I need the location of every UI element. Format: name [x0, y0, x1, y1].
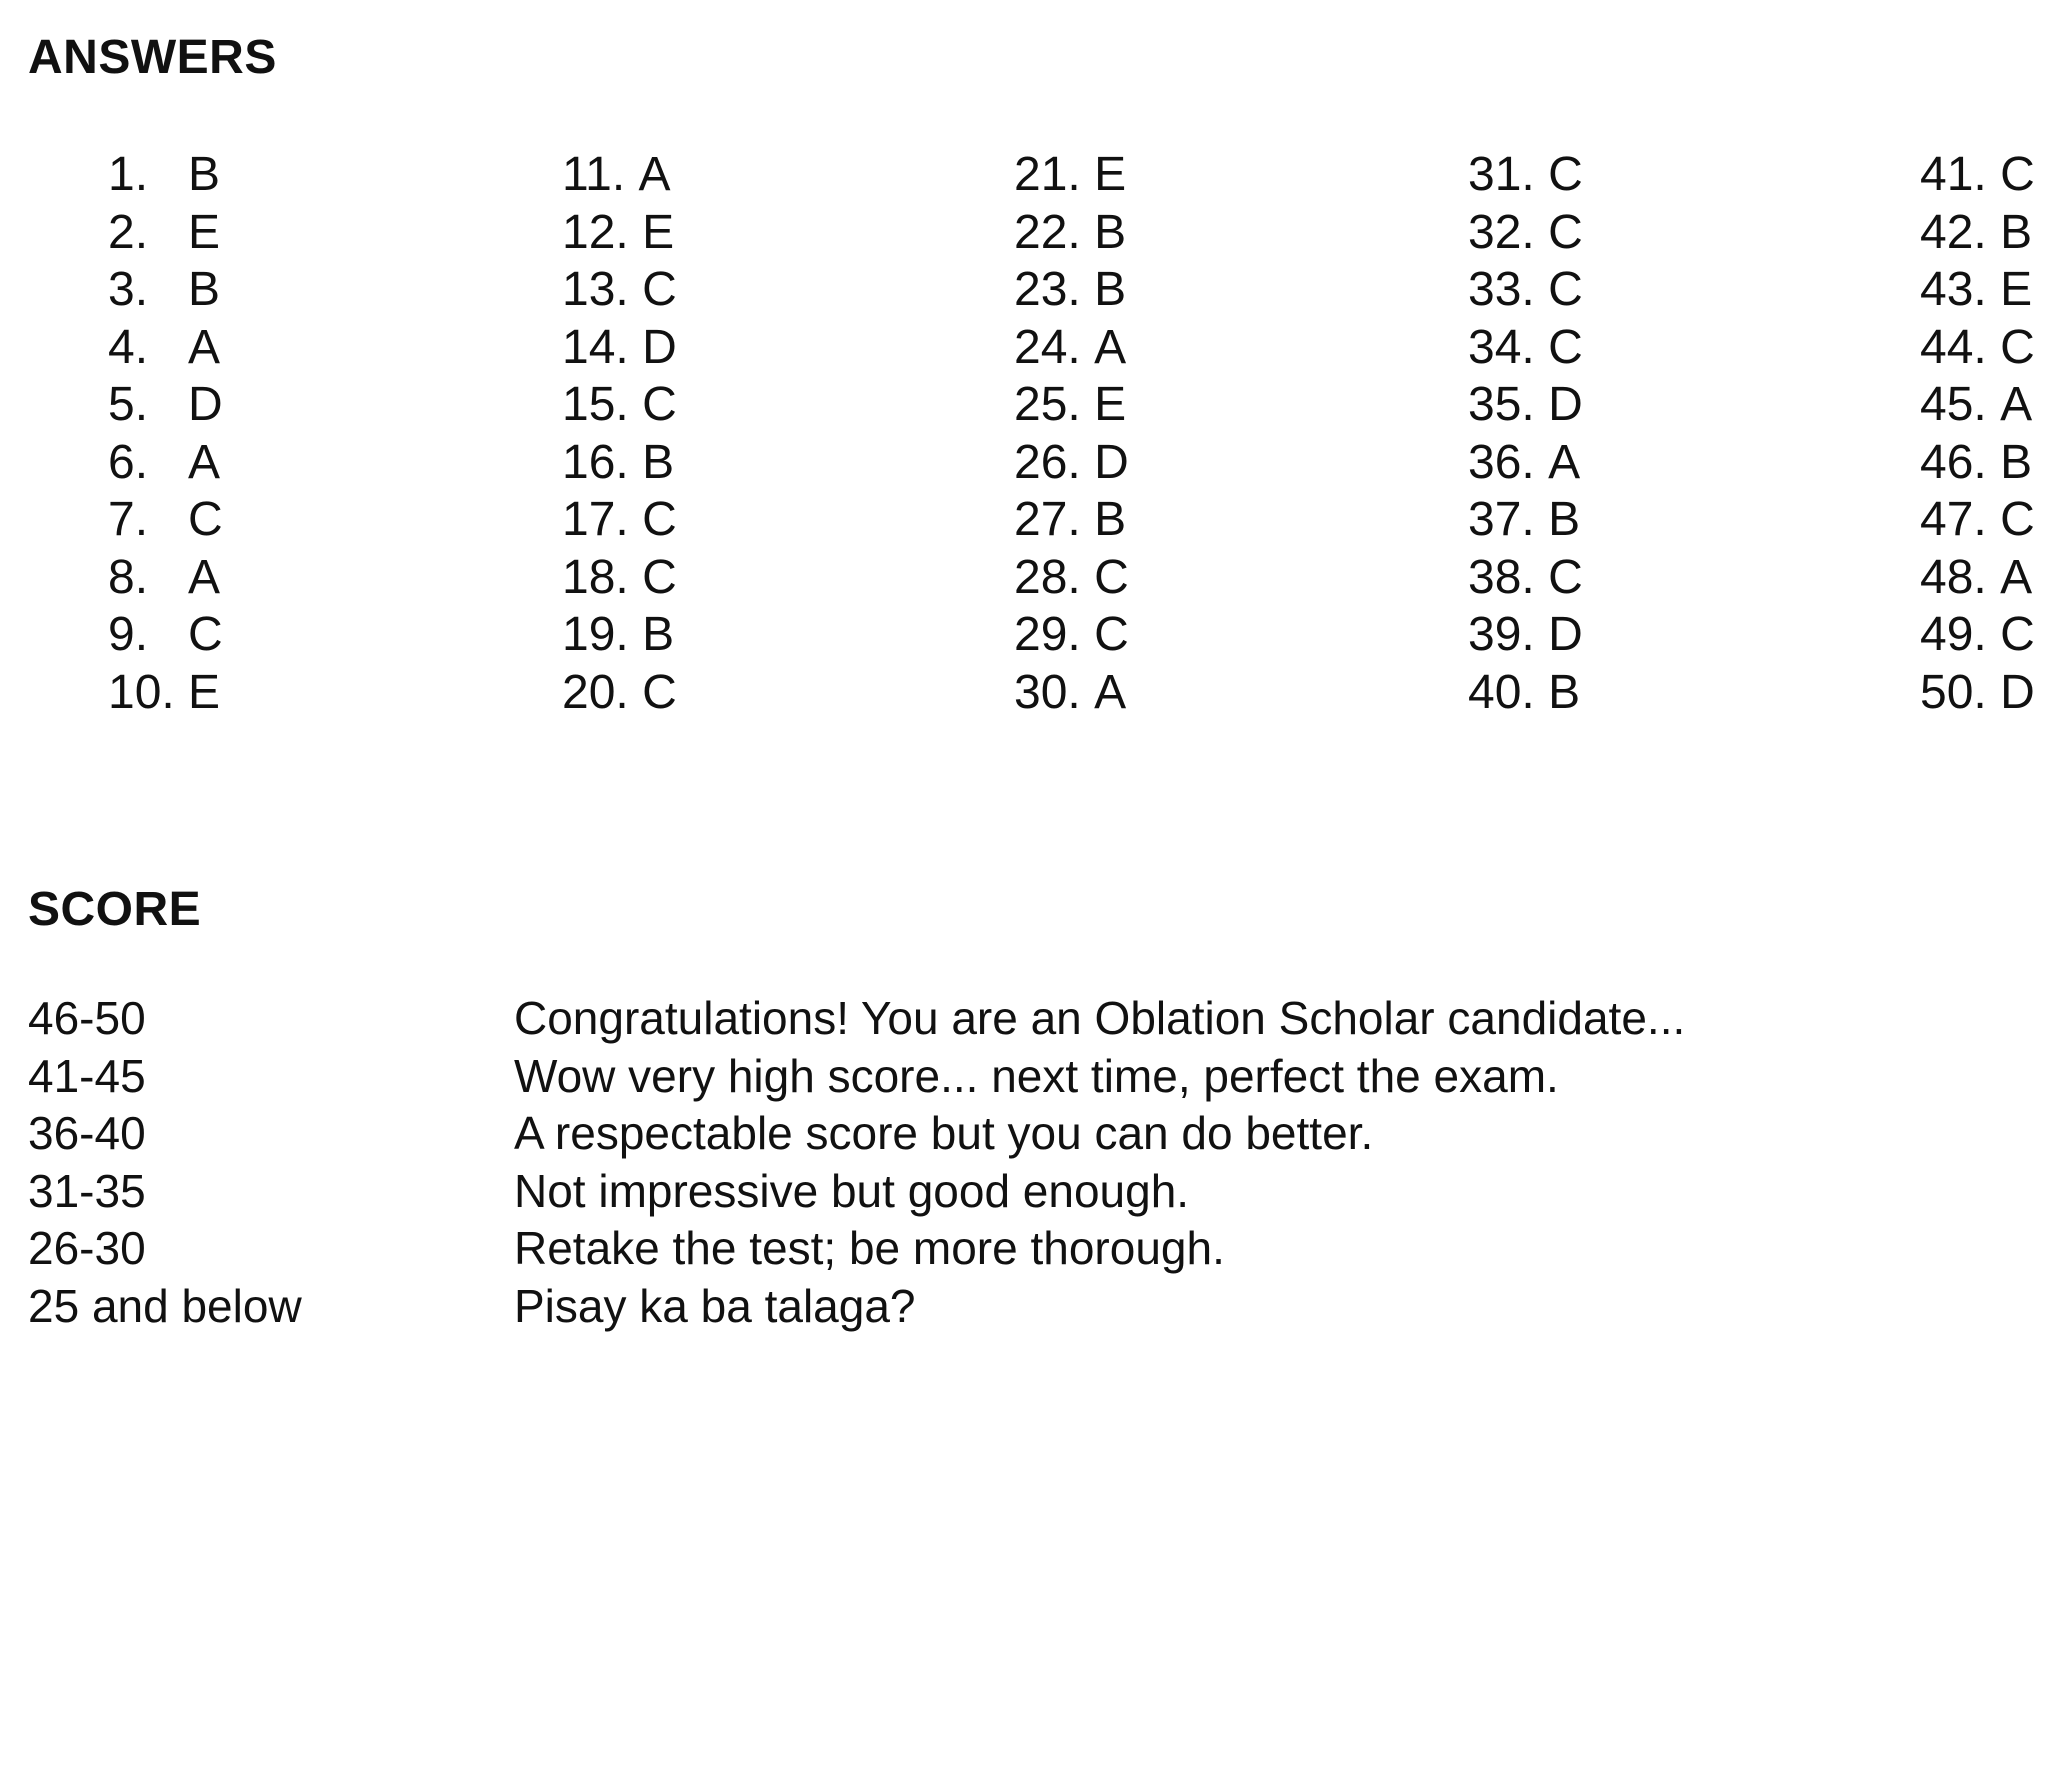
answer-number: 23.	[1014, 263, 1081, 316]
answers-column-2	[562, 146, 677, 721]
score-row	[28, 990, 1685, 1048]
answer-item	[1468, 434, 1583, 492]
answer-item	[1920, 204, 2035, 262]
answer-item	[1468, 376, 1583, 434]
answer-item	[1014, 664, 1129, 722]
answer-letter: B	[1548, 665, 1581, 719]
answer-letter: C	[188, 493, 223, 546]
answer-number: 49.	[1920, 608, 1987, 661]
answer-item	[562, 606, 677, 664]
answer-number: 13.	[562, 263, 629, 316]
score-row	[28, 1163, 1685, 1221]
answer-number: 8.	[108, 550, 149, 604]
answer-item	[108, 606, 223, 664]
answer-letter: A	[1094, 320, 1127, 374]
answer-number: 15.	[562, 378, 629, 431]
answer-item	[1468, 606, 1583, 664]
answer-letter: C	[2000, 320, 2035, 374]
answer-letter: A	[188, 435, 221, 489]
answer-number: 10.	[108, 665, 175, 719]
answer-item	[108, 146, 223, 204]
answer-letter: C	[642, 263, 677, 316]
answer-item	[1468, 319, 1583, 377]
answer-letter: E	[1094, 148, 1127, 201]
answer-item	[1468, 146, 1583, 204]
answer-number: 14.	[562, 320, 629, 374]
answer-number: 3.	[108, 263, 149, 316]
score-message: Pisay ka ba talaga?	[514, 1279, 916, 1332]
score-message: Not impressive but good enough.	[514, 1164, 1190, 1217]
answer-item	[1468, 664, 1583, 722]
score-range: 46-50	[28, 992, 146, 1044]
answer-number: 27.	[1014, 493, 1081, 546]
answer-item	[1014, 606, 1129, 664]
answer-letter: C	[642, 378, 677, 431]
answer-letter: E	[642, 205, 675, 259]
answer-number: 1.	[108, 148, 149, 201]
answers-column-3	[1014, 146, 1129, 721]
answer-letter: B	[2000, 435, 2033, 489]
answer-letter: E	[188, 665, 221, 719]
answer-letter: C	[1094, 550, 1129, 604]
answer-number: 43.	[1920, 263, 1987, 316]
answer-letter: E	[1094, 378, 1127, 431]
answer-item	[1014, 319, 1129, 377]
score-range: 26-30	[28, 1222, 146, 1274]
answer-item	[108, 261, 223, 319]
score-row	[28, 1105, 1685, 1163]
answer-number: 25.	[1014, 378, 1081, 431]
answer-letter: A	[2000, 550, 2033, 604]
answer-item	[562, 376, 677, 434]
answer-item	[1468, 204, 1583, 262]
answer-number: 2.	[108, 205, 149, 259]
answer-item	[1920, 664, 2035, 722]
answer-item	[562, 549, 677, 607]
answer-letter: D	[642, 320, 677, 374]
answer-item	[562, 261, 677, 319]
score-table	[28, 990, 1685, 1335]
answer-item	[1920, 376, 2035, 434]
answer-item	[1468, 549, 1583, 607]
answer-number: 41.	[1920, 148, 1987, 201]
answer-letter: A	[188, 550, 221, 604]
answer-letter: C	[1548, 263, 1583, 316]
answer-number: 38.	[1468, 550, 1535, 604]
answer-number: 7.	[108, 493, 149, 546]
answer-letter: C	[642, 493, 677, 546]
answers-column-1	[108, 146, 223, 721]
answer-letter: B	[1094, 493, 1127, 546]
answer-number: 48.	[1920, 550, 1987, 604]
answer-letter: D	[1094, 435, 1129, 489]
answer-item	[562, 434, 677, 492]
score-range: 25 and below	[28, 1279, 302, 1332]
answer-letter: E	[188, 205, 221, 259]
answer-letter: C	[1094, 608, 1129, 661]
answer-letter: D	[2000, 665, 2035, 719]
answer-number: 36.	[1468, 435, 1535, 489]
answer-number: 21.	[1014, 148, 1081, 201]
answer-letter: A	[2000, 378, 2033, 431]
answer-number: 46.	[1920, 435, 1987, 489]
score-range: 31-35	[28, 1164, 146, 1217]
answer-item	[1920, 549, 2035, 607]
answer-item	[1468, 261, 1583, 319]
answer-number: 39.	[1468, 608, 1535, 661]
answer-item	[108, 549, 223, 607]
answer-item	[108, 376, 223, 434]
answer-letter: B	[642, 608, 675, 661]
answer-letter: D	[1548, 378, 1583, 431]
score-row	[28, 1278, 1685, 1336]
answer-item	[108, 664, 223, 722]
answer-number: 20.	[562, 665, 629, 719]
answer-number: 31.	[1468, 148, 1535, 201]
answer-letter: C	[2000, 493, 2035, 546]
answer-item	[108, 204, 223, 262]
answer-item	[1920, 319, 2035, 377]
answer-letter: B	[188, 263, 221, 316]
answer-item	[562, 204, 677, 262]
answer-number: 16.	[562, 435, 629, 489]
score-message: Retake the test; be more thorough.	[514, 1222, 1225, 1274]
answer-item	[1468, 491, 1583, 549]
answer-number: 47.	[1920, 493, 1987, 546]
answer-item	[1920, 606, 2035, 664]
answer-number: 34.	[1468, 320, 1535, 374]
answer-item	[1014, 491, 1129, 549]
answer-number: 24.	[1014, 320, 1081, 374]
answer-number: 17.	[562, 493, 629, 546]
answer-number: 32.	[1468, 205, 1535, 259]
answer-number: 35.	[1468, 378, 1535, 431]
score-message: A respectable score but you can do better.	[514, 1107, 1374, 1159]
answer-letter: D	[188, 378, 223, 431]
answer-letter: C	[1548, 320, 1583, 374]
answer-item	[1014, 549, 1129, 607]
answer-letter: C	[2000, 608, 2035, 661]
answer-letter: C	[188, 608, 223, 661]
answer-item	[1014, 434, 1129, 492]
answer-letter: A	[638, 148, 671, 201]
answer-item	[1014, 146, 1129, 204]
answer-item	[562, 319, 677, 377]
answer-letter: C	[1548, 205, 1583, 259]
answer-letter: C	[642, 665, 677, 719]
answer-number: 19.	[562, 608, 629, 661]
answer-number: 18.	[562, 550, 629, 604]
answer-letter: E	[2000, 263, 2033, 316]
answer-letter: C	[642, 550, 677, 604]
answer-item	[562, 664, 677, 722]
answer-item	[1014, 261, 1129, 319]
answer-number: 45.	[1920, 378, 1987, 431]
score-range: 36-40	[28, 1107, 146, 1159]
answer-item	[562, 491, 677, 549]
answers-heading: ANSWERS	[28, 31, 277, 84]
answer-item	[1920, 146, 2035, 204]
answer-number: 30.	[1014, 665, 1081, 719]
answer-item	[562, 146, 677, 204]
answer-letter: B	[1548, 493, 1581, 546]
answer-item	[1014, 204, 1129, 262]
answer-item	[1920, 261, 2035, 319]
answer-letter: A	[1094, 665, 1127, 719]
answer-number: 33.	[1468, 263, 1535, 316]
answer-number: 4.	[108, 320, 149, 374]
answer-letter: B	[188, 148, 221, 201]
answer-letter: B	[1094, 263, 1127, 316]
answer-number: 37.	[1468, 493, 1535, 546]
answer-item	[108, 319, 223, 377]
answer-number: 12.	[562, 205, 629, 259]
answer-letter: B	[2000, 205, 2033, 259]
score-row	[28, 1220, 1685, 1278]
answer-item	[1920, 434, 2035, 492]
score-row	[28, 1048, 1685, 1106]
answer-item	[108, 434, 223, 492]
answer-letter: C	[1548, 148, 1583, 201]
answer-number: 40.	[1468, 665, 1535, 719]
answers-column-5	[1920, 146, 2035, 721]
answer-number: 42.	[1920, 205, 1987, 259]
score-message: Congratulations! You are an Oblation Scholar candidate...	[514, 992, 1686, 1044]
score-range: 41-45	[28, 1049, 146, 1102]
answer-letter: C	[2000, 148, 2035, 201]
answer-number: 5.	[108, 378, 149, 431]
score-heading: SCORE	[28, 883, 202, 936]
answer-number: 29.	[1014, 608, 1081, 661]
answer-number: 9.	[108, 608, 149, 661]
answer-number: 50.	[1920, 665, 1987, 719]
answer-letter: A	[188, 320, 221, 374]
answer-number: 44.	[1920, 320, 1987, 374]
answer-item	[108, 491, 223, 549]
answer-number: 22.	[1014, 205, 1081, 259]
answer-letter: A	[1548, 435, 1581, 489]
answer-number: 6.	[108, 435, 149, 489]
answer-letter: D	[1548, 608, 1583, 661]
answers-column-4	[1468, 146, 1583, 721]
answer-number: 28.	[1014, 550, 1081, 604]
answer-letter: B	[1094, 205, 1127, 259]
answer-letter: B	[642, 435, 675, 489]
answer-number: 26.	[1014, 435, 1081, 489]
answer-letter: C	[1548, 550, 1583, 604]
score-message: Wow very high score... next time, perfect the exam.	[514, 1049, 1559, 1102]
answer-number: 11.	[562, 148, 626, 201]
answer-item	[1014, 376, 1129, 434]
answer-item	[1920, 491, 2035, 549]
